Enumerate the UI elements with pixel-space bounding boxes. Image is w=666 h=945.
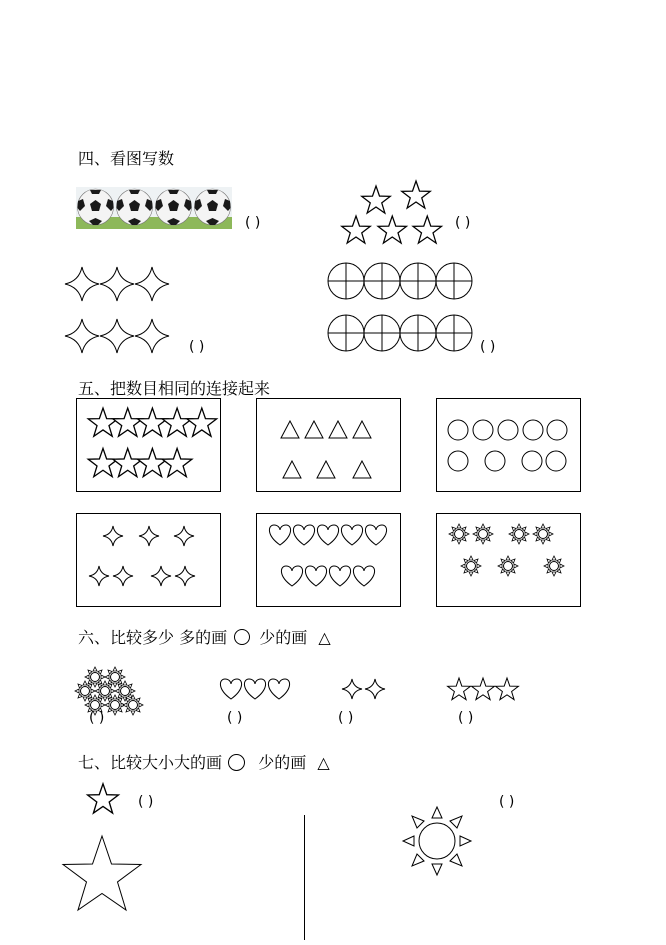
star-icon bbox=[88, 408, 118, 436]
four-point-star-icon bbox=[65, 319, 99, 353]
heart-icon bbox=[293, 525, 314, 545]
four-point-star-group bbox=[64, 262, 184, 362]
four-point-star-icon bbox=[135, 267, 169, 301]
soccer-ball-icon bbox=[154, 187, 193, 229]
sun-icon bbox=[533, 524, 553, 544]
answer-blank-stars-2[interactable]: ( ) bbox=[458, 710, 474, 726]
triangle-icon bbox=[317, 461, 335, 478]
star-group bbox=[445, 676, 525, 706]
crossed-circle-group bbox=[327, 262, 477, 354]
triangle-group bbox=[257, 399, 402, 493]
sun-icon bbox=[498, 556, 518, 576]
answer-blank-balls[interactable]: ( ) bbox=[245, 215, 261, 231]
answer-blank-four-point-stars-2[interactable]: ( ) bbox=[338, 710, 354, 726]
triangle-icon: △ bbox=[318, 628, 331, 647]
circle-icon bbox=[228, 754, 245, 771]
answer-blank-stars[interactable]: ( ) bbox=[455, 215, 471, 231]
four-point-star-icon bbox=[103, 526, 123, 546]
triangle-icon: △ bbox=[317, 753, 330, 772]
heart-icon bbox=[220, 679, 241, 699]
section7-title bbox=[78, 754, 330, 771]
heart-group bbox=[218, 676, 298, 706]
four-point-star-icon bbox=[365, 679, 385, 699]
heart-icon bbox=[365, 525, 386, 545]
star-icon bbox=[187, 408, 217, 436]
heart-icon bbox=[244, 679, 265, 699]
triangle-icon bbox=[329, 421, 347, 438]
four-point-star-icon bbox=[113, 566, 133, 586]
heart-icon bbox=[269, 525, 290, 545]
star-icon bbox=[162, 408, 192, 436]
heart-group bbox=[257, 514, 402, 608]
four-point-star-icon bbox=[342, 679, 362, 699]
sun-icon bbox=[123, 695, 143, 715]
large-star-icon bbox=[58, 830, 148, 920]
soccer-ball-group bbox=[76, 187, 236, 231]
soccer-ball-icon bbox=[76, 187, 115, 229]
sun-icon bbox=[473, 524, 493, 544]
sun-icon bbox=[85, 667, 105, 687]
star-icon bbox=[378, 216, 407, 243]
circle-icon bbox=[234, 629, 250, 645]
soccer-ball-icon bbox=[115, 187, 154, 229]
answer-blank-four-point-stars[interactable]: ( ) bbox=[189, 339, 205, 355]
triangle-icon bbox=[281, 421, 299, 438]
star-icon bbox=[448, 678, 471, 700]
four-point-star-icon bbox=[135, 319, 169, 353]
star-icon bbox=[413, 216, 442, 243]
match-box-circles[interactable] bbox=[436, 398, 581, 492]
sun-icon bbox=[105, 667, 125, 687]
match-box-triangles[interactable] bbox=[256, 398, 401, 492]
star-icon bbox=[472, 678, 495, 700]
star-icon bbox=[402, 181, 431, 208]
sun-icon bbox=[95, 681, 115, 701]
four-point-star-icon bbox=[89, 566, 109, 586]
section6-title-text: 六、比较多少 多的画 bbox=[78, 628, 228, 647]
four-point-star-icon bbox=[151, 566, 171, 586]
star-icon bbox=[496, 678, 519, 700]
small-star-icon bbox=[86, 782, 126, 818]
heart-icon bbox=[281, 566, 302, 586]
sun-icon bbox=[509, 524, 529, 544]
star-icon bbox=[362, 186, 391, 213]
soccer-ball-icon bbox=[193, 187, 232, 229]
heart-icon bbox=[268, 679, 289, 699]
section7-title-tail: 少的画 bbox=[258, 753, 307, 772]
star-group bbox=[77, 399, 222, 493]
four-point-star-icon bbox=[175, 566, 195, 586]
star-icon bbox=[138, 448, 168, 476]
star-group bbox=[336, 176, 456, 246]
sun-icon bbox=[105, 695, 125, 715]
match-box-stars[interactable] bbox=[76, 398, 221, 492]
four-point-star-icon bbox=[139, 526, 159, 546]
star-icon bbox=[138, 408, 168, 436]
sun-icon bbox=[461, 556, 481, 576]
sun-icon bbox=[544, 556, 564, 576]
triangle-icon bbox=[353, 421, 371, 438]
star-icon bbox=[113, 448, 143, 476]
sun-icon bbox=[75, 681, 95, 701]
match-box-hearts[interactable] bbox=[256, 513, 401, 607]
section7-title-text: 七、比较大小大的画 bbox=[78, 753, 223, 772]
star-icon bbox=[88, 448, 118, 476]
section6-title-tail: 少的画 bbox=[259, 628, 308, 647]
triangle-icon bbox=[283, 461, 301, 478]
four-point-star-group bbox=[77, 514, 222, 608]
answer-blank-suns[interactable]: ( ) bbox=[89, 710, 105, 726]
sun-icon bbox=[449, 524, 469, 544]
answer-blank-sun[interactable]: ( ) bbox=[499, 794, 515, 810]
sun-cluster bbox=[74, 667, 144, 717]
circle-group bbox=[437, 399, 582, 493]
section4-title: 四、看图写数 bbox=[78, 149, 175, 168]
answer-blank-small-star[interactable]: ( ) bbox=[138, 794, 154, 810]
heart-icon bbox=[353, 566, 374, 586]
star-icon bbox=[162, 448, 192, 476]
heart-icon bbox=[341, 525, 362, 545]
match-box-suns[interactable] bbox=[436, 513, 581, 607]
four-point-star-icon bbox=[100, 319, 134, 353]
answer-blank-circles[interactable]: ( ) bbox=[480, 339, 496, 355]
four-point-star-icon bbox=[65, 267, 99, 301]
heart-icon bbox=[305, 566, 326, 586]
four-point-star-icon bbox=[100, 267, 134, 301]
heart-icon bbox=[329, 566, 350, 586]
star-icon bbox=[342, 216, 371, 243]
answer-blank-hearts[interactable]: ( ) bbox=[227, 710, 243, 726]
large-sun-icon bbox=[396, 800, 480, 884]
section5-title: 五、把数目相同的连接起来 bbox=[78, 379, 271, 398]
heart-icon bbox=[317, 525, 338, 545]
triangle-icon bbox=[353, 461, 371, 478]
four-point-star-group bbox=[338, 676, 398, 706]
section6-title bbox=[78, 629, 331, 646]
four-point-star-icon bbox=[174, 526, 194, 546]
sun-group bbox=[437, 514, 582, 608]
triangle-icon bbox=[305, 421, 323, 438]
match-box-four-point-stars[interactable] bbox=[76, 513, 221, 607]
star-icon bbox=[113, 408, 143, 436]
divider-line bbox=[304, 815, 305, 940]
